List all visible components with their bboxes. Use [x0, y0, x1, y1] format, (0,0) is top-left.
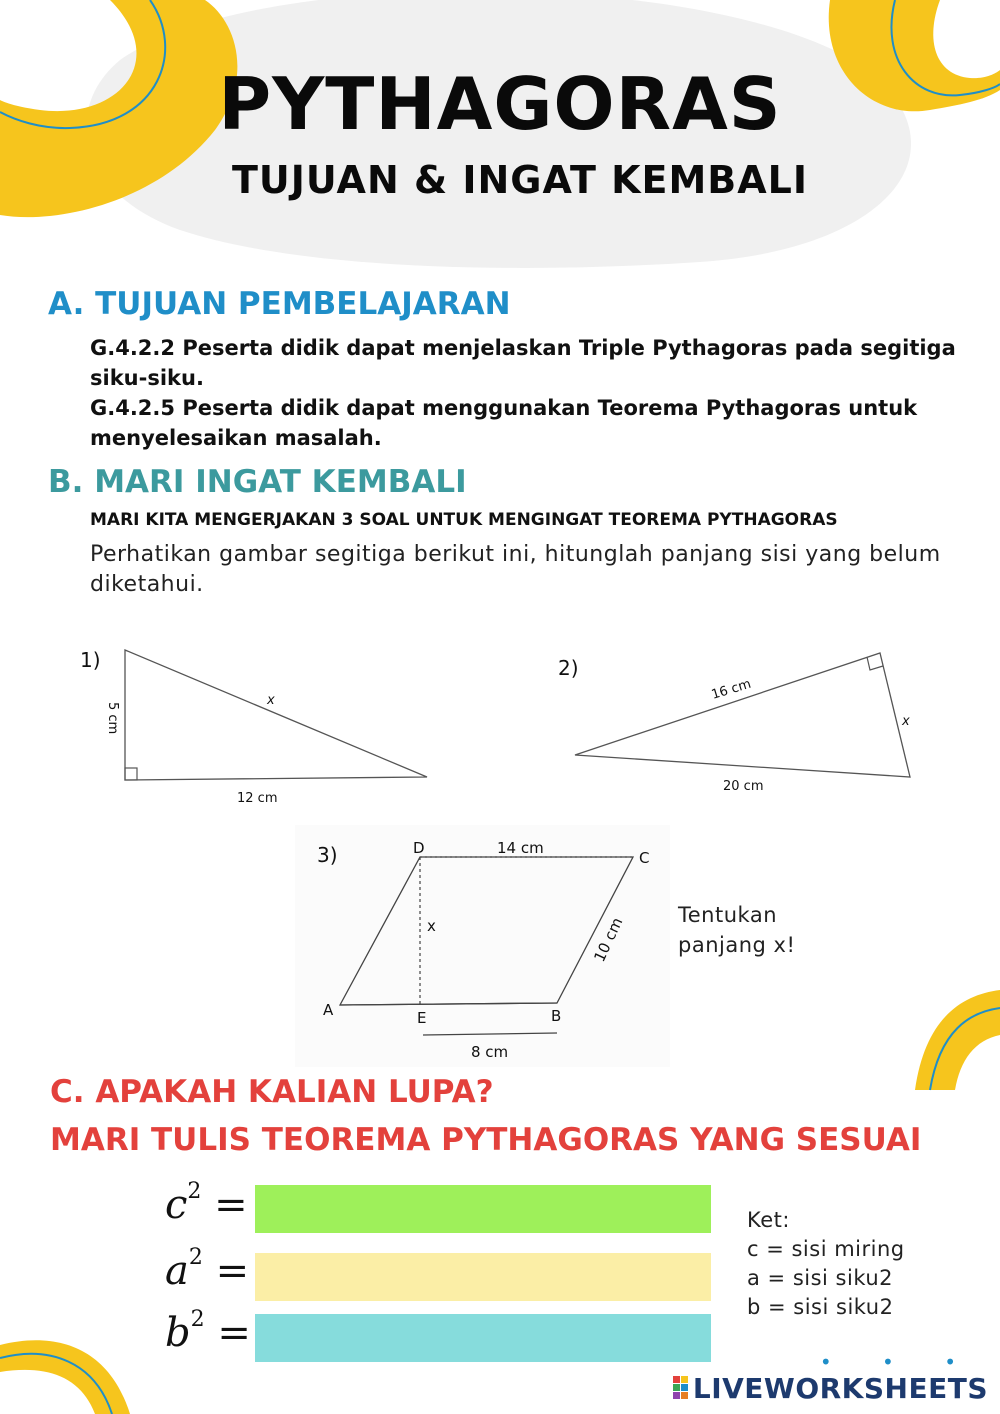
goal-item: G.4.2.2 Peserta didik dapat menjelaskan Triple Pythagoras pada segitiga siku-siku. — [90, 336, 956, 390]
goal-item: G.4.2.5 Peserta didik dapat menggunakan Teorema Pythagoras untuk menyelesaikan masalah. — [90, 396, 918, 450]
problem-3-figure — [295, 825, 670, 1067]
answer-box-b-squared[interactable] — [255, 1314, 711, 1362]
legend-title: Ket: — [747, 1208, 790, 1232]
problem-1-triangle — [95, 640, 440, 815]
formula-eq: = — [217, 1310, 251, 1356]
problem-2-side-top: 16 cm — [709, 676, 753, 703]
problem-2-side-bottom: 20 cm — [723, 779, 764, 794]
problem-3-unknown: x — [427, 917, 436, 935]
problem-2-triangle — [570, 645, 920, 800]
problem-1-unknown: x — [267, 693, 275, 708]
formula-var: a — [165, 1248, 189, 1294]
decorative-dots: • • • — [819, 1350, 978, 1374]
page-title: PYTHAGORAS — [218, 62, 782, 146]
vertex-e-label: E — [417, 1009, 427, 1027]
section-b-instruction: Perhatikan gambar segitiga berikut ini, hitunglah panjang sisi yang belum diketahui. — [90, 542, 941, 597]
problem-3-bottom-side: 8 cm — [471, 1043, 509, 1061]
problem-3-slant-side: 10 cm — [590, 914, 627, 965]
legend — [747, 1206, 905, 1322]
learning-goals — [90, 333, 970, 453]
formula-c-squared — [165, 1178, 248, 1228]
brand-text: LIVEWORKSHEETS — [692, 1372, 988, 1405]
section-c-subheading: MARI TULIS TEOREMA PYTHAGORAS YANG SESUAI — [50, 1122, 922, 1158]
section-a-heading: A. TUJUAN PEMBELAJARAN — [48, 286, 511, 322]
problem-1-side-horizontal: 12 cm — [237, 791, 278, 806]
formula-b-squared — [165, 1306, 251, 1356]
vertex-b-label: B — [551, 1007, 562, 1025]
liveworksheets-logo-icon — [673, 1376, 689, 1400]
section-b-note: MARI KITA MENGERJAKAN 3 SOAL UNTUK MENGINGAT TEOREMA PYTHAGORAS — [90, 510, 838, 530]
formula-a-squared — [165, 1244, 250, 1294]
brand-watermark — [673, 1372, 988, 1405]
formula-var: c — [165, 1182, 188, 1228]
section-b-heading: B. MARI INGAT KEMBALI — [48, 464, 467, 500]
legend-item: b = sisi siku2 — [747, 1295, 894, 1319]
problem-3-top-side: 14 cm — [497, 839, 544, 857]
formula-var: b — [165, 1310, 191, 1356]
problem-3-number: 3) — [317, 843, 338, 867]
page-subtitle: TUJUAN & INGAT KEMBALI — [231, 158, 809, 202]
formula-eq: = — [215, 1248, 250, 1294]
formula-exp: 2 — [187, 1178, 202, 1204]
vertex-d-label: D — [413, 839, 425, 857]
formula-eq: = — [214, 1182, 248, 1228]
problem-1-side-vertical: 5 cm — [105, 702, 120, 735]
problem-2-number: 2) — [558, 656, 579, 680]
legend-item: c = sisi miring — [747, 1237, 905, 1261]
problem-1-number: 1) — [80, 648, 101, 672]
answer-box-a-squared[interactable] — [255, 1253, 711, 1301]
section-c-heading: C. APAKAH KALIAN LUPA? — [50, 1074, 494, 1110]
problem-2-unknown: x — [902, 714, 910, 729]
legend-item: a = sisi siku2 — [747, 1266, 894, 1290]
answer-box-c-squared[interactable] — [255, 1185, 711, 1233]
problem-3-task: Tentukan panjang x! — [678, 903, 796, 957]
vertex-a-label: A — [323, 1001, 334, 1019]
formula-exp: 2 — [188, 1244, 203, 1270]
formula-exp: 2 — [190, 1306, 205, 1332]
vertex-c-label: C — [639, 849, 650, 867]
